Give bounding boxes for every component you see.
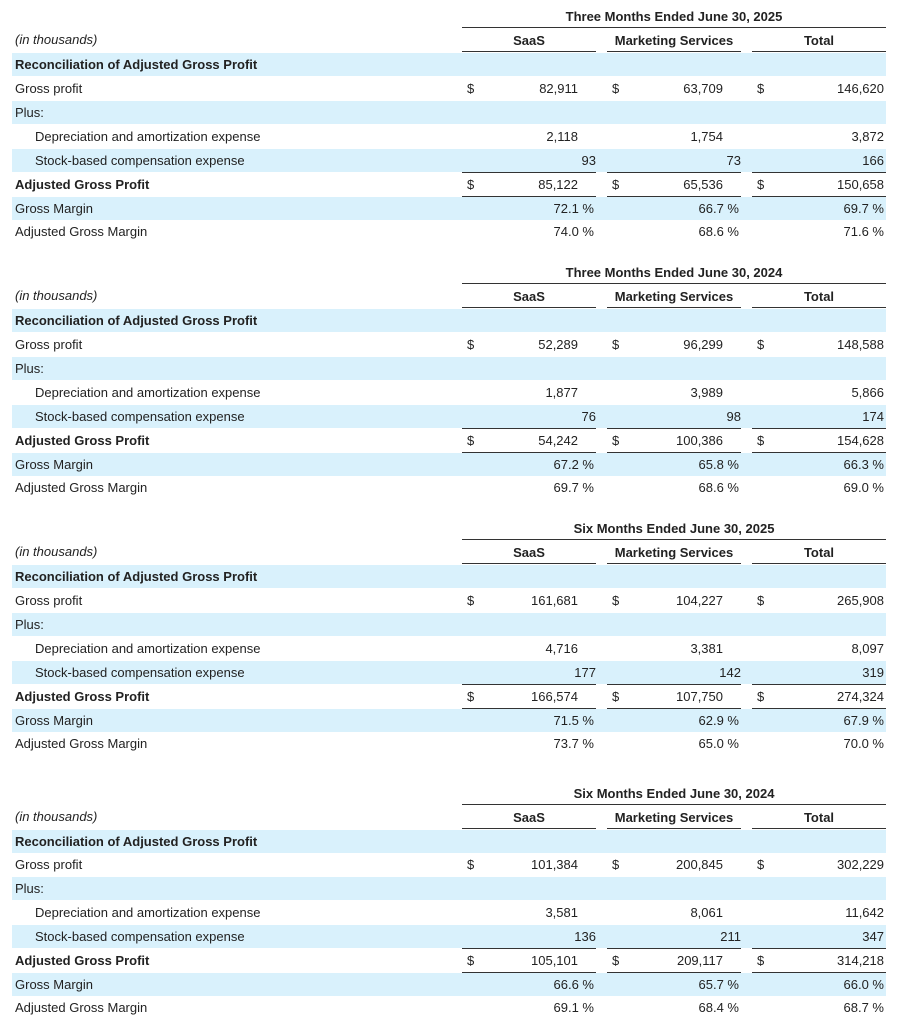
- currency-symbol: $: [757, 337, 765, 352]
- row-label: Gross profit: [15, 81, 83, 96]
- table-row-plus: [12, 101, 886, 124]
- column-header-total: Total: [752, 287, 886, 308]
- value-saas: 73.7 %: [553, 736, 594, 751]
- currency-symbol: $: [757, 433, 765, 448]
- currency-symbol: $: [467, 689, 475, 704]
- value-total: 274,324: [837, 689, 884, 704]
- value-marketing-services: 65.0 %: [698, 736, 739, 751]
- value-total: 154,628: [837, 433, 884, 448]
- currency-symbol: $: [612, 337, 620, 352]
- row-label: Gross profit: [15, 337, 83, 352]
- value-marketing-services: 100,386: [676, 433, 723, 448]
- table-row-plus: [12, 613, 886, 636]
- value-saas: 166,574: [531, 689, 578, 704]
- period-title: Three Months Ended June 30, 2025: [462, 7, 886, 28]
- value-total: 174: [752, 405, 886, 429]
- column-header-marketing-services: Marketing Services: [607, 808, 741, 829]
- currency-symbol: $: [757, 81, 765, 96]
- row-label: Adjusted Gross Margin: [15, 1000, 148, 1015]
- column-header-saas: SaaS: [462, 31, 596, 52]
- value-saas: 93: [462, 149, 596, 173]
- table-row-adjusted-gross-margin: [12, 220, 886, 243]
- table-row-gross-margin: [12, 709, 886, 732]
- section-header-row: [12, 309, 886, 332]
- period-title: Three Months Ended June 30, 2024: [462, 263, 886, 284]
- value-marketing-services: 68.4 %: [698, 1000, 739, 1015]
- column-header-total: Total: [752, 31, 886, 52]
- value-saas: 161,681: [531, 593, 578, 608]
- row-label: Depreciation and amortization expense: [35, 129, 261, 144]
- value-saas: 67.2 %: [553, 457, 594, 472]
- value-saas: 69.7 %: [553, 480, 594, 495]
- section-header-row: [12, 565, 886, 588]
- row-label: Adjusted Gross Margin: [15, 480, 148, 495]
- value-marketing-services: 209,117: [676, 953, 723, 968]
- row-label: Gross profit: [15, 857, 83, 872]
- currency-symbol: $: [612, 593, 620, 608]
- value-marketing-services: 200,845: [676, 857, 723, 872]
- currency-symbol: $: [757, 689, 765, 704]
- currency-symbol: $: [757, 177, 765, 192]
- currency-symbol: $: [467, 953, 475, 968]
- table-row-stock-comp: [12, 405, 886, 428]
- currency-symbol: $: [612, 81, 620, 96]
- section-title: Reconciliation of Adjusted Gross Profit: [15, 313, 258, 328]
- value-saas: 85,122: [538, 177, 578, 192]
- column-header-marketing-services: Marketing Services: [607, 543, 741, 564]
- row-label: Adjusted Gross Margin: [15, 736, 148, 751]
- value-total: 146,620: [837, 81, 884, 96]
- value-saas: 52,289: [538, 337, 578, 352]
- table-row-stock-comp: [12, 149, 886, 172]
- currency-symbol: $: [467, 177, 475, 192]
- value-saas: 4,716: [545, 641, 578, 656]
- column-header-total: Total: [752, 543, 886, 564]
- value-total: 314,218: [837, 953, 884, 968]
- value-marketing-services: 3,381: [690, 641, 723, 656]
- currency-symbol: $: [467, 81, 475, 96]
- row-label: Gross Margin: [15, 713, 94, 728]
- currency-symbol: $: [612, 689, 620, 704]
- units-note: (in thousands): [15, 809, 98, 824]
- value-marketing-services: 8,061: [690, 905, 723, 920]
- column-header-saas: SaaS: [462, 808, 596, 829]
- value-total: 11,642: [845, 905, 884, 920]
- table-row-adjusted-gross-profit: [12, 949, 886, 972]
- row-label: Adjusted Gross Profit: [15, 177, 150, 192]
- value-marketing-services: 65.7 %: [698, 977, 739, 992]
- value-total: 148,588: [837, 337, 884, 352]
- value-total: 67.9 %: [843, 713, 884, 728]
- value-saas: 101,384: [531, 857, 578, 872]
- value-saas: 2,118: [546, 129, 578, 144]
- row-label: Stock-based compensation expense: [35, 409, 245, 424]
- value-total: 5,866: [851, 385, 884, 400]
- table-row-adjusted-gross-profit: [12, 429, 886, 452]
- value-marketing-services: 65,536: [683, 177, 723, 192]
- currency-symbol: $: [612, 953, 620, 968]
- value-marketing-services: 1,754: [690, 129, 723, 144]
- table-row-plus: [12, 357, 886, 380]
- value-saas: 82,911: [539, 81, 578, 96]
- currency-symbol: $: [612, 433, 620, 448]
- value-total: 66.3 %: [843, 457, 884, 472]
- table-row-gross-margin: [12, 197, 886, 220]
- row-label: Gross Margin: [15, 457, 94, 472]
- currency-symbol: $: [467, 337, 475, 352]
- value-total: 3,872: [851, 129, 884, 144]
- value-total: 69.0 %: [843, 480, 884, 495]
- row-label: Plus:: [15, 881, 44, 896]
- row-label: Gross profit: [15, 593, 83, 608]
- value-total: 319: [752, 661, 886, 685]
- value-saas: 69.1 %: [553, 1000, 594, 1015]
- value-marketing-services: 73: [607, 149, 741, 173]
- value-saas: 66.6 %: [553, 977, 594, 992]
- value-saas: 72.1 %: [553, 201, 594, 216]
- table-row-adjusted-gross-profit: [12, 173, 886, 196]
- table-row-adjusted-gross-margin: [12, 476, 886, 499]
- currency-symbol: $: [467, 433, 475, 448]
- table-row-depreciation: [12, 901, 886, 924]
- value-total: 166: [752, 149, 886, 173]
- row-label: Depreciation and amortization expense: [35, 905, 261, 920]
- value-total: 68.7 %: [843, 1000, 884, 1015]
- row-label: Gross Margin: [15, 201, 94, 216]
- units-note: (in thousands): [15, 544, 98, 559]
- table-row-adjusted-gross-margin: [12, 732, 886, 755]
- value-total: 150,658: [837, 177, 884, 192]
- section-header-row: [12, 53, 886, 76]
- row-label: Stock-based compensation expense: [35, 665, 245, 680]
- value-total: 347: [752, 925, 886, 949]
- table-row-stock-comp: [12, 661, 886, 684]
- section-title: Reconciliation of Adjusted Gross Profit: [15, 834, 258, 849]
- row-label: Adjusted Gross Profit: [15, 953, 150, 968]
- section-header-row: [12, 830, 886, 853]
- table-row-gross-profit: [12, 589, 886, 612]
- value-saas: 54,242: [538, 433, 578, 448]
- currency-symbol: $: [612, 857, 620, 872]
- row-label: Stock-based compensation expense: [35, 153, 245, 168]
- currency-symbol: $: [612, 177, 620, 192]
- value-saas: 177: [462, 661, 596, 685]
- table-row-gross-margin: [12, 453, 886, 476]
- table-row-adjusted-gross-profit: [12, 685, 886, 708]
- currency-symbol: $: [757, 857, 765, 872]
- table-row-gross-profit: [12, 333, 886, 356]
- value-marketing-services: 68.6 %: [698, 224, 739, 239]
- value-marketing-services: 66.7 %: [698, 201, 739, 216]
- row-label: Adjusted Gross Profit: [15, 433, 150, 448]
- row-label: Gross Margin: [15, 977, 94, 992]
- value-total: 70.0 %: [843, 736, 884, 751]
- value-total: 66.0 %: [843, 977, 884, 992]
- column-header-marketing-services: Marketing Services: [607, 287, 741, 308]
- row-label: Adjusted Gross Margin: [15, 224, 148, 239]
- table-row-depreciation: [12, 637, 886, 660]
- value-marketing-services: 211: [607, 925, 741, 949]
- value-saas: 136: [462, 925, 596, 949]
- value-saas: 76: [462, 405, 596, 429]
- value-saas: 74.0 %: [553, 224, 594, 239]
- value-marketing-services: 65.8 %: [698, 457, 739, 472]
- value-saas: 105,101: [531, 953, 578, 968]
- section-title: Reconciliation of Adjusted Gross Profit: [15, 569, 258, 584]
- row-label: Adjusted Gross Profit: [15, 689, 150, 704]
- value-total: 71.6 %: [843, 224, 884, 239]
- currency-symbol: $: [757, 953, 765, 968]
- column-header-saas: SaaS: [462, 287, 596, 308]
- value-saas: 1,877: [545, 385, 578, 400]
- table-row-adjusted-gross-margin: [12, 996, 886, 1019]
- currency-symbol: $: [467, 593, 475, 608]
- value-marketing-services: 107,750: [676, 689, 723, 704]
- table-row-gross-margin: [12, 973, 886, 996]
- value-total: 8,097: [851, 641, 884, 656]
- value-marketing-services: 98: [607, 405, 741, 429]
- value-marketing-services: 3,989: [690, 385, 723, 400]
- value-total: 265,908: [837, 593, 884, 608]
- value-total: 302,229: [837, 857, 884, 872]
- value-marketing-services: 63,709: [683, 81, 723, 96]
- column-header-saas: SaaS: [462, 543, 596, 564]
- row-label: Depreciation and amortization expense: [35, 385, 261, 400]
- value-marketing-services: 96,299: [683, 337, 723, 352]
- section-title: Reconciliation of Adjusted Gross Profit: [15, 57, 258, 72]
- value-total: 69.7 %: [843, 201, 884, 216]
- units-note: (in thousands): [15, 32, 98, 47]
- currency-symbol: $: [467, 857, 475, 872]
- column-header-marketing-services: Marketing Services: [607, 31, 741, 52]
- row-label: Plus:: [15, 361, 44, 376]
- period-title: Six Months Ended June 30, 2025: [462, 519, 886, 540]
- row-label: Stock-based compensation expense: [35, 929, 245, 944]
- table-row-depreciation: [12, 125, 886, 148]
- table-row-gross-profit: [12, 77, 886, 100]
- currency-symbol: $: [757, 593, 765, 608]
- table-row-stock-comp: [12, 925, 886, 948]
- table-row-depreciation: [12, 381, 886, 404]
- value-saas: 3,581: [545, 905, 578, 920]
- value-marketing-services: 104,227: [676, 593, 723, 608]
- row-label: Plus:: [15, 105, 44, 120]
- table-row-gross-profit: [12, 853, 886, 876]
- value-marketing-services: 62.9 %: [698, 713, 739, 728]
- period-title: Six Months Ended June 30, 2024: [462, 784, 886, 805]
- row-label: Depreciation and amortization expense: [35, 641, 261, 656]
- value-marketing-services: 142: [607, 661, 741, 685]
- value-marketing-services: 68.6 %: [698, 480, 739, 495]
- column-header-total: Total: [752, 808, 886, 829]
- table-row-plus: [12, 877, 886, 900]
- row-label: Plus:: [15, 617, 44, 632]
- value-saas: 71.5 %: [553, 713, 594, 728]
- units-note: (in thousands): [15, 288, 98, 303]
